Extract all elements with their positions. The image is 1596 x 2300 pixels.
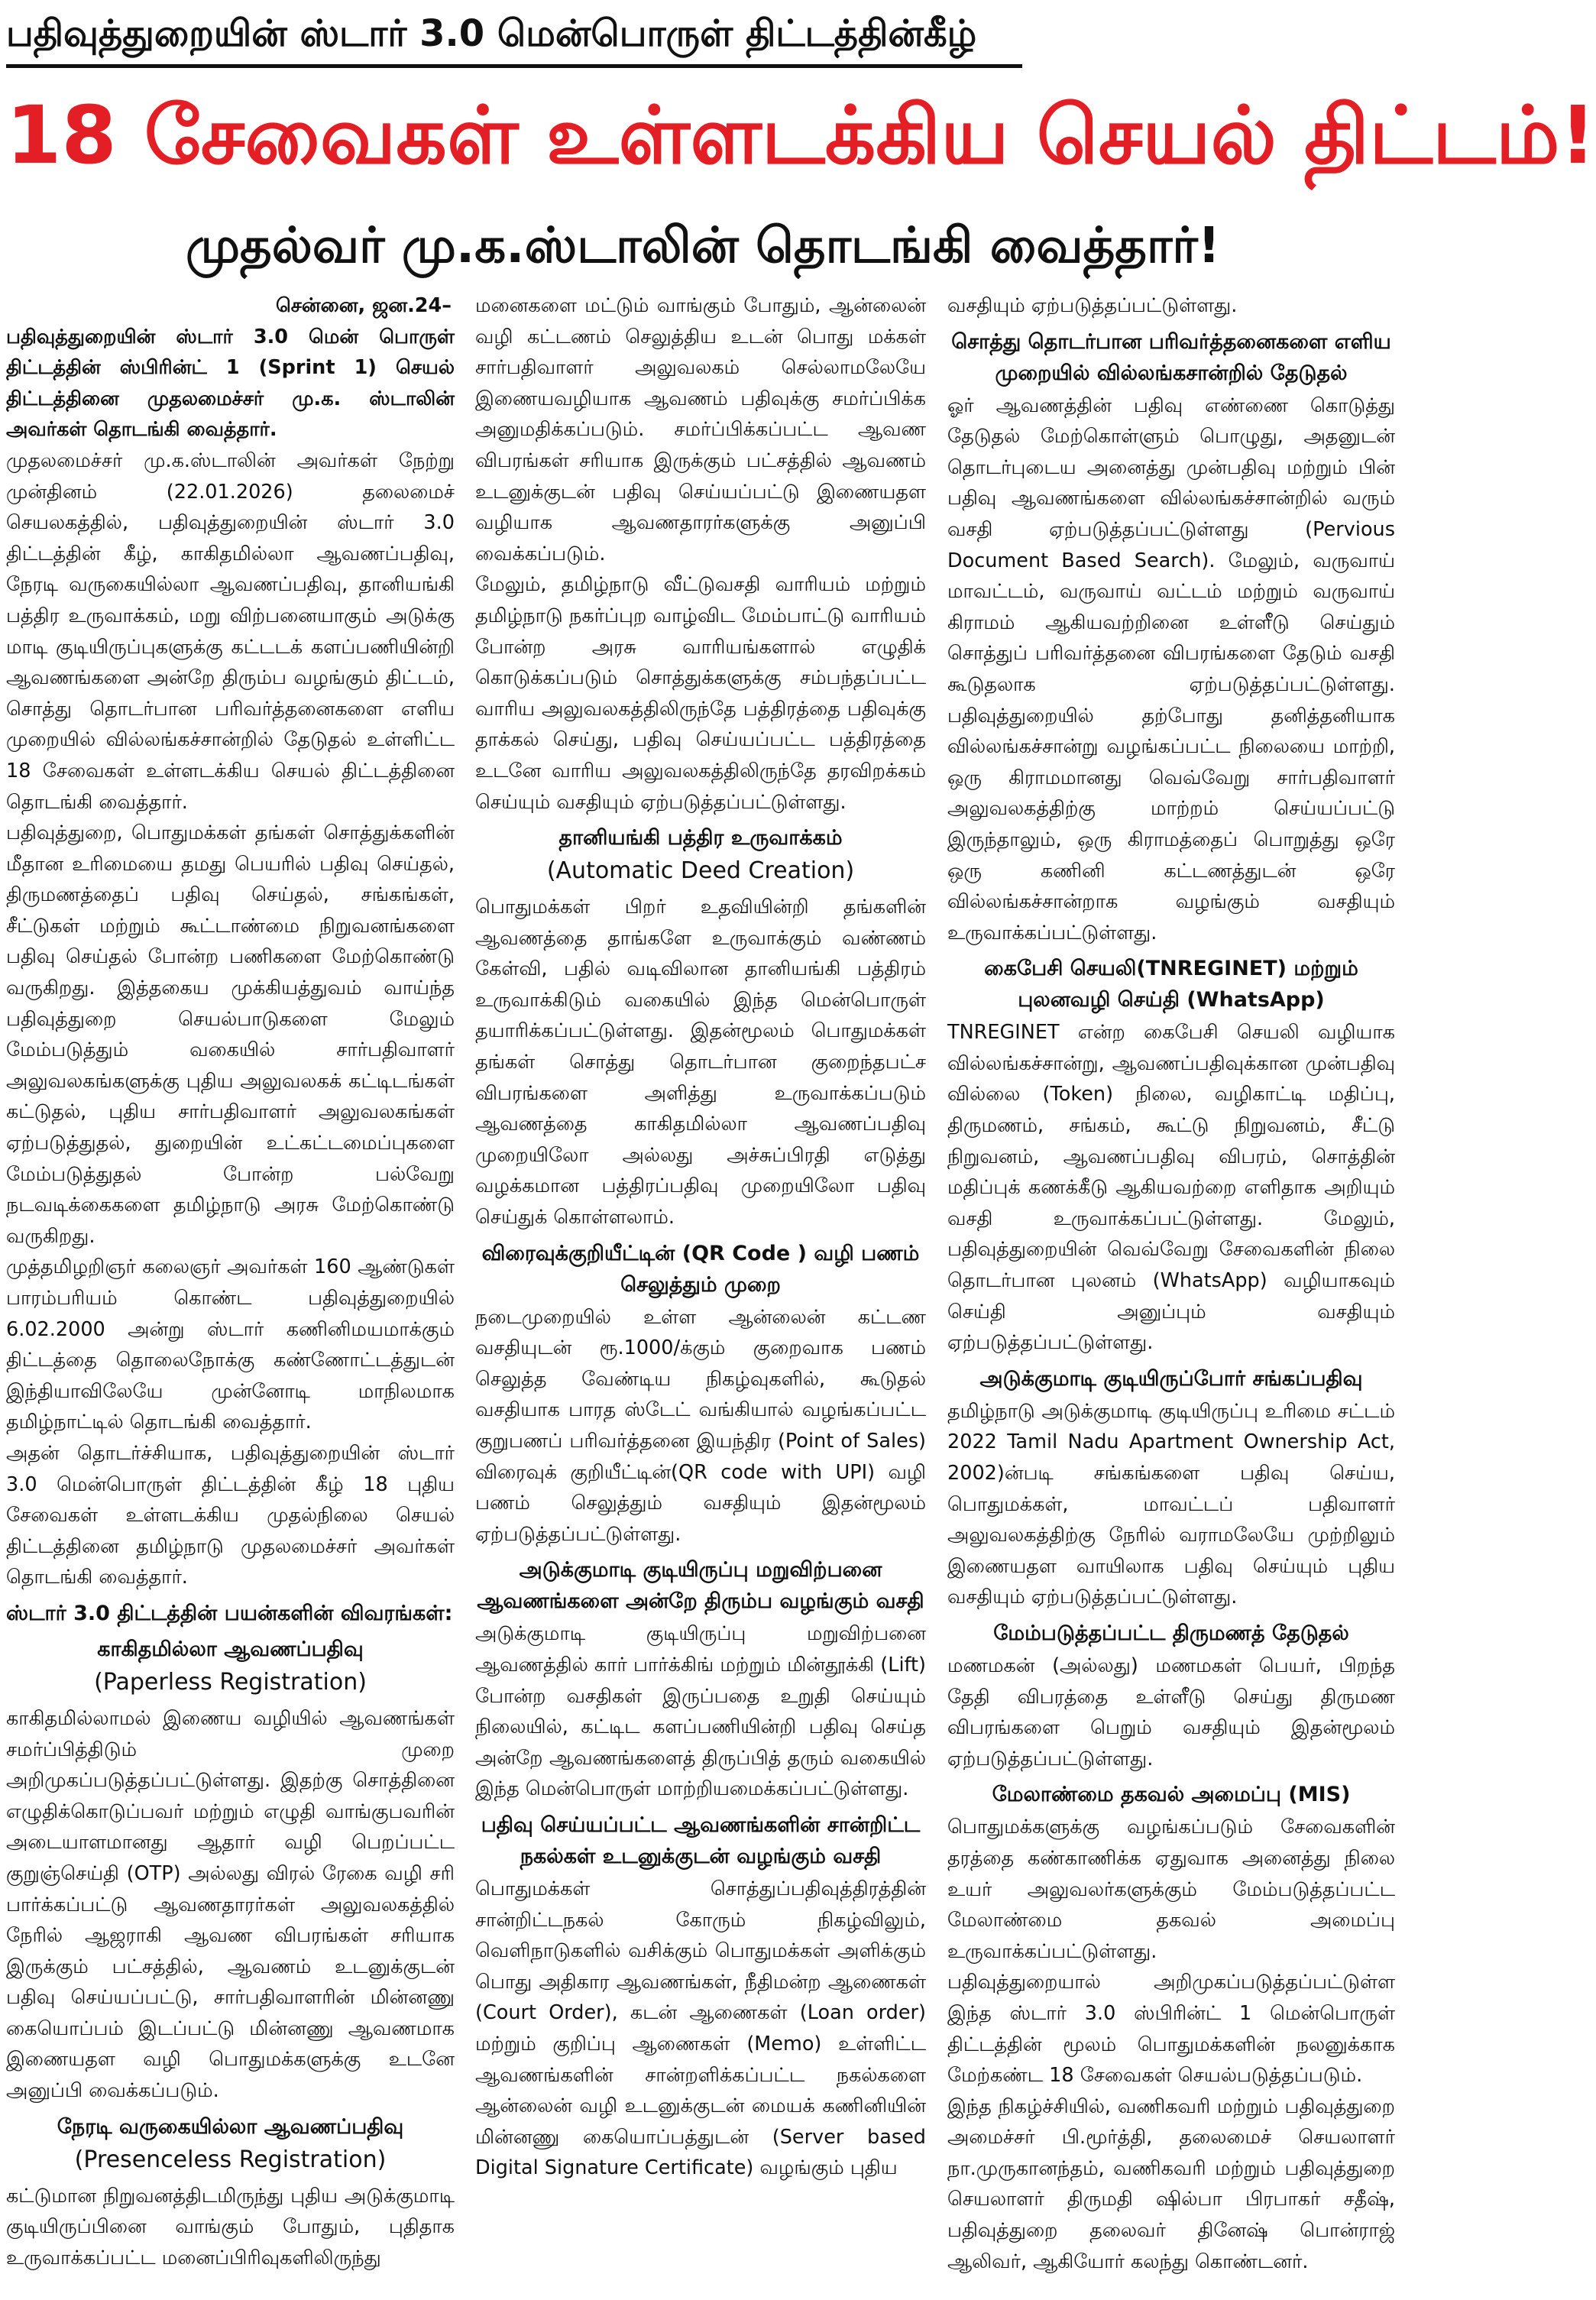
paragraph: மேலும், தமிழ்நாடு வீட்டுவசதி வாரியம் மற்றும் தமிழ்நாடு நகர்ப்புற வாழ்விட மேம்பாட்டு வாரியம் போன்ற அரசு வாரியங்களால் எழுதிக் கொடுக்கப்படும் சொத்துக்களுக்கு சம்பந்தப்பட்ட வாரிய அலுவலகத்திலிருந்தே பத்திரத்தை பதிவுக்கு தாக்கல் செய்து, பதிவு செய்யப்பட்ட பத்திரத்தை உடனே வாரிய அலுவலகத்திலிருந்தே தரவிறக்கம் செய்யும் வசதியும் ஏற்படுத்தப்பட்டுள்ளது. <box>475 573 926 814</box>
paragraph: மனைகளை மட்டும் வாங்கும் போதும், ஆன்லைன் வழி கட்டணம் செலுத்திய உடன் பொது மக்கள் சார்பதிவாளர் அலுவலகம் செல்லாமலேயே இணையவழியாக ஆவணம் பதிவுக்கு சமர்ப்பிக்க அனுமதிக்கப்படும். சமர்ப்பிக்கப்பட்ட ஆவண விபரங்கள் சரியாக இருக்கும் பட்சத்தில் ஆவணம் உடனுக்குடன் பதிவு செய்யப்பட்டு இணையதள வழியாக ஆவணதாரர்களுக்கு அனுப்பி வைக்கப்படும். <box>475 294 926 565</box>
section-heading: கைபேசி செயலி(TNREGINET) மற்றும் புலனவழி செய்தி (WhatsApp) <box>984 957 1358 1012</box>
paragraph: பொதுமக்களுக்கு வழங்கப்படும் சேவைகளின் தரத்தை கண்காணிக்க ஏதுவாக அனைத்து நிலை உயர் அலுவலர்களுக்கும் மேம்படுத்தப்பட்ட மேலாண்மை தகவல் அமைப்பு உருவாக்கப்பட்டுள்ளது. <box>947 1816 1395 1963</box>
section-heading: பதிவு செய்யப்பட்ட ஆவணங்களின் சான்றிட்ட நகல்கள் உடனுக்குடன் வழங்கும் வசதி <box>481 1812 921 1868</box>
section-heading: மேலாண்மை தகவல் அமைப்பு (MIS) <box>992 1783 1351 1807</box>
section-heading-english: (Automatic Deed Creation) <box>546 857 855 885</box>
section-heading: சொத்து தொடர்பான பரிவர்த்தனைகளை எளிய முறையில் வில்லங்கசான்றில் தேடுதல் <box>951 329 1391 385</box>
section-heading: மேம்படுத்தப்பட்ட திருமணத் தேடுதல் <box>993 1621 1349 1645</box>
paragraph: தமிழ்நாடு அடுக்குமாடி குடியிருப்பு உரிமை சட்டம் 2022 Tamil Nadu Apartment Ownership Act, 2002)ன்படி சங்கங்களை பதிவு செய்ய, பொதுமக்கள், மாவட்டப் பதிவாளர் அலுவலகத்திற்கு நேரில் வராமலேயே முற்றிலும் இணையதள வாயிலாக பதிவு செய்யும் புதிய வசதியும் ஏற்படுத்தப்பட்டுள்ளது. <box>947 1399 1395 1609</box>
section-heading: ஸ்டார் 3.0 திட்டத்தின் பயன்களின் விவரங்கள்: <box>6 1601 453 1625</box>
paragraph: ஓர் ஆவணத்தின் பதிவு எண்ணை கொடுத்து தேடுதல் மேற்கொள்ளும் பொழுது, அதனுடன் தொடர்புடைய அனைத்து முன்பதிவு மற்றும் பின் பதிவு ஆவணங்களை வில்லங்கச்சான்றில் வரும் வசதி ஏற்படுத்தப்பட்டுள்ளது (Pervious Document Based Search). மேலும், வருவாய் மாவட்டம், வருவாய் வட்டம் மற்றும் வருவாய் கிராமம் ஆகியவற்றினை உள்ளீடு செய்தும் சொத்துப் பரிவர்த்தனை விபரங்களை தேடும் வசதி கூடுதலாக ஏற்படுத்தப்பட்டுள்ளது. பதிவுத்துறையில் தற்போது தனித்தனியாக வில்லங்கச்சான்று வழங்கப்பட்ட நிலையை மாற்றி, ஒரு கிராமமானது வெவ்வேறு சார்பதிவாளர் அலுவலகத்திற்கு மாற்றம் செய்யப்பட்டு இருந்தாலும், ஒரு கிராமத்தைப் பொறுத்து ஒரே ஒரு கணினி கட்டணத்துடன் ஒரே வில்லங்கச்சான்றாக வழங்கும் வசதியும் உருவாக்கப்பட்டுள்ளது. <box>947 394 1395 944</box>
section-heading-english: (Presenceless Registration) <box>74 2146 387 2173</box>
article-column-2 <box>475 290 926 2292</box>
kicker-underline <box>6 64 1022 68</box>
paragraph: பொதுமக்கள் சொத்துப்பதிவுத்திரத்தின் சான்றிட்டநகல் கோரும் நிகழ்விலும், வெளிநாடுகளில் வசிக்கும் பொதுமக்கள் அளிக்கும் பொது அதிகார ஆவணங்கள், நீதிமன்ற ஆணைகள் (Court Order), கடன் ஆணைகள் (Loan order) மற்றும் குறிப்பு ஆணைகள் (Memo) உள்ளிட்ட ஆவணங்களின் சான்றளிக்கப்பட்ட நகல்களை ஆன்லைன் வழி உடனுக்குடன் மையக் கணினியின் மின்னணு கையொப்பத்துடன் (Server based Digital Signature Certificate) வழங்கும் புதிய <box>475 1877 926 2180</box>
section-heading: தானியங்கி பத்திர உருவாக்கம் <box>558 826 843 850</box>
paragraph: முத்தமிழறிஞர் கலைஞர் அவர்கள் 160 ஆண்டுகள் பாரம்பரியம் கொண்ட பதிவுத்துறையில் 6.02.2000 அன்று ஸ்டார் கணினிமயமாக்கும் திட்டத்தை தொலைநோக்கு கண்ணோட்டத்துடன் இந்தியாவிலேயே முன்னோடி மாநிலமாக தமிழ்நாட்டில் தொடங்கி வைத்தார். <box>6 1255 455 1434</box>
paragraph: மணமகன் (அல்லது) மணமகள் பெயர், பிறந்த தேதி விபரத்தை உள்ளீடு செய்து திருமண விபரங்களை பெறும் வசதியும் இதன்மூலம் ஏற்படுத்தப்பட்டுள்ளது. <box>947 1654 1395 1770</box>
paragraph: கட்டுமான நிறுவனத்திடமிருந்து புதிய அடுக்குமாடி குடியிருப்பினை வாங்கும் போதும், புதிதாக உருவாக்கப்பட்ட மனைப்பிரிவுகளிலிருந்து <box>6 2184 455 2269</box>
article-column-1 <box>6 290 455 2292</box>
paragraph: நடைமுறையில் உள்ள ஆன்லைன் கட்டண வசதியுடன் ரூ.1000/க்கும் குறைவாக பணம் செலுத்த வேண்டிய நிகழ்வுகளில், கூடுதல் வசதியாக பாரத ஸ்டேட் வங்கியால் வழங்கப்பட்ட குறுபணப் பரிவர்த்தனை இயந்திர (Point of Sales) விரைவுக் குறியீட்டின்(QR code with UPI) வழி பணம் செலுத்தும் வசதியும் இதன்மூலம் ஏற்படுத்தப்பட்டுள்ளது. <box>475 1305 926 1546</box>
paragraph: அடுக்குமாடி குடியிருப்பு மறுவிற்பனை ஆவணத்தில் கார் பார்க்கிங் மற்றும் மின்தூக்கி (Lift) போன்ற வசதிகள் இருப்பதை உறுதி செய்யும் நிலையில், கட்டிட களப்பணியின்றி பதிவு செய்த அன்றே ஆவணங்களைத் திருப்பித் தரும் வகையில் இந்த மென்பொருள் மாற்றியமைக்கப்பட்டுள்ளது. <box>475 1622 926 1801</box>
paragraph: பதிவுத்துறை, பொதுமக்கள் தங்கள் சொத்துக்களின் மீதான உரிமையை தமது பெயரில் பதிவு செய்தல், திருமணத்தைப் பதிவு செய்தல், சங்கங்கள், சீட்டுகள் மற்றும் கூட்டாண்மை நிறுவனங்களை பதிவு செய்தல் போன்ற பணிகளை மேற்கொண்டு வருகிறது. இத்தகைய முக்கியத்துவம் வாய்ந்த பதிவுத்துறை செயல்பாடுகளை மேலும் மேம்படுத்தும் வகையில் சார்பதிவாளர் அலுவலகங்களுக்கு புதிய அலுவலகக் கட்டிடங்கள் கட்டுதல், புதிய சார்பதிவாளர் அலுவலகங்கள் ஏற்படுத்துதல், துறையின் உட்கட்டமைப்புகளை மேம்படுத்துதல் போன்ற பல்வேறு நடவடிக்கைகளை தமிழ்நாடு அரசு மேற்கொண்டு வருகிறது. <box>6 821 455 1248</box>
sub-headline: முதல்வர் மு.க.ஸ்டாலின் தொடங்கி வைத்தார்! <box>185 218 1221 274</box>
lead-paragraph: பதிவுத்துறையின் ஸ்டார் 3.0 மென் பொருள் திட்டத்தின் ஸ்பிரின்ட் 1 (Sprint 1) செயல் திட்டத்தினை முதலமைச்சர் மு.க. ஸ்டாலின் அவர்கள் தொடங்கி வைத்தார். <box>6 325 455 442</box>
section-heading: காகிதமில்லா ஆவணப்பதிவு <box>97 1637 364 1661</box>
paragraph: பொதுமக்கள் பிறர் உதவியின்றி தங்களின் ஆவணத்தை தாங்களே உருவாக்கும் வண்ணம் கேள்வி, பதில் வடிவிலான தானியங்கி பத்திரம் உருவாக்கிடும் வகையில் இந்த மென்பொருள் தயாரிக்கப்பட்டுள்ளது. இதன்மூலம் பொதுமக்கள் தங்கள் சொத்து தொடர்பான குறைந்தபட்ச விபரங்களை அளித்து உருவாக்கப்படும் ஆவணத்தை காகிதமில்லா ஆவணப்பதிவு முறையிலோ அல்லது அச்சுப்பிரதி எடுத்து வழக்கமான பத்திரப்பதிவு முறையிலோ பதிவு செய்துக் கொள்ளலாம். <box>475 896 926 1229</box>
section-heading: அடுக்குமாடி குடியிருப்போர் சங்கப்பதிவு <box>979 1366 1363 1391</box>
dateline: சென்னை, ஜன.24– <box>275 294 452 317</box>
paragraph: TNREGINET என்ற கைபேசி செயலி வழியாக வில்லங்கச்சான்று, ஆவணப்பதிவுக்கான முன்பதிவு வில்லை (Token) நிலை, வழிகாட்டி மதிப்பு, திருமணம், சங்கம், கூட்டு நிறுவனம், சீட்டு நிறுவனம், ஆவணப்பதிவு விபரம், சொத்தின் மதிப்புக் கணக்கீடு ஆகியவற்றை எளிதாக அறியும் வசதி உருவாக்கப்பட்டுள்ளது. மேலும், பதிவுத்துறையின் வெவ்வேறு சேவைகளின் நிலை தொடர்பான புலனம் (WhatsApp) வழியாகவும் செய்தி அனுப்பும் வசதியும் ஏற்படுத்தப்பட்டுள்ளது. <box>947 1021 1395 1355</box>
section-heading: அடுக்குமாடி குடியிருப்பு மறுவிற்பனை ஆவணங்களை அன்றே திரும்ப வழங்கும் வசதி <box>477 1558 924 1614</box>
paragraph: வசதியும் ஏற்படுத்தப்பட்டுள்ளது. <box>947 294 1238 317</box>
section-heading: விரைவுக்குறியீட்டின் (QR Code ) வழி பணம் செலுத்தும் முறை <box>481 1241 920 1297</box>
paragraph: பதிவுத்துறையால் அறிமுகப்படுத்தப்பட்டுள்ள இந்த ஸ்டார் 3.0 ஸ்பிரின்ட் 1 மென்பொருள் திட்டத்தின் மூலம் பொதுமக்களின் நலனுக்காக மேற்கண்ட 18 சேவைகள் செயல்படுத்தப்படும். <box>947 1971 1395 2088</box>
paragraph: முதலமைச்சர் மு.க.ஸ்டாலின் அவர்கள் நேற்று முன்தினம் (22.01.2026) தலைமைச் செயலகத்தில், பதிவுத்துறையின் ஸ்டார் 3.0 திட்டத்தின் கீழ், காகிதமில்லா ஆவணப்பதிவு, நேரடி வருகையில்லா ஆவணப்பதிவு, தானியங்கி பத்திர உருவாக்கம், மறு விற்பனையாகும் அடுக்கு மாடி குடியிருப்புகளுக்கு கட்டடக் களப்பணியின்றி ஆவணங்களை அன்றே திரும்ப வழங்கும் திட்டம், சொத்து தொடர்பான பரிவர்த்தனைகளை எளிய முறையில் வில்லங்கச்சான்றில் தேடுதல் உள்ளிட்ட 18 சேவைகள் உள்ளடக்கிய செயல் திட்டத்தினை தொடங்கி வைத்தார். <box>6 449 455 814</box>
article-column-3 <box>947 290 1395 2292</box>
paragraph: இந்த நிகழ்ச்சியில், வணிகவரி மற்றும் பதிவுத்துறை அமைச்சர் பி.மூர்த்தி, தலைமைச் செயலாளர் நா.முருகானந்தம், வணிகவரி மற்றும் பதிவுத்துறை செயலாளர் திருமதி ஷில்பா பிரபாகர் சதீஷ், பதிவுத்துறை தலைவர் தினேஷ் பொன்ராஜ் ஆலிவர், ஆகியோர் கலந்து கொண்டனர். <box>947 2094 1395 2273</box>
paragraph: காகிதமில்லாமல் இணைய வழியில் ஆவணங்கள் சமர்ப்பித்திடும் முறை அறிமுகப்படுத்தப்பட்டுள்ளது. இதற்கு சொத்தினை எழுதிக்கொடுப்பவர் மற்றும் எழுதி வாங்குபவரின் அடையாளமானது ஆதார் வழி பெறப்பட்ட குறுஞ்செய்தி (OTP) அல்லது விரல் ரேகை வழி சரி பார்க்கப்பட்டு ஆவணதாரர்கள் அலுவலகத்தில் நேரில் ஆஜராகி ஆவண விபரங்கள் சரியாக இருக்கும் பட்சத்தில், ஆவணம் உடனுக்குடன் பதிவு செய்யப்பட்டு, சார்பதிவாளரின் மின்னணு கையொப்பம் இடப்பட்டு மின்னணு ஆவணமாக இணையதள வழி பொதுமக்களுக்கு உடனே அனுப்பி வைக்கப்படும். <box>6 1706 455 2103</box>
section-heading-english: (Paperless Registration) <box>94 1668 367 1696</box>
main-headline: 18 சேவைகள் உள்ளடக்கிய செயல் திட்டம்! <box>6 89 1596 182</box>
section-heading: நேரடி வருகையில்லா ஆவணப்பதிவு <box>57 2114 404 2139</box>
paragraph: அதன் தொடர்ச்சியாக, பதிவுத்துறையின் ஸ்டார் 3.0 மென்பொருள் திட்டத்தின் கீழ் 18 புதிய சேவைகள் உள்ளடக்கிய முதல்நிலை செயல் திட்டத்தினை தமிழ்நாடு முதலமைச்சர் அவர்கள் தொடங்கி வைத்தார். <box>6 1441 455 1589</box>
kicker-headline: பதிவுத்துறையின் ஸ்டார் 3.0 மென்பொருள் திட்டத்தின்கீழ் <box>6 12 977 55</box>
